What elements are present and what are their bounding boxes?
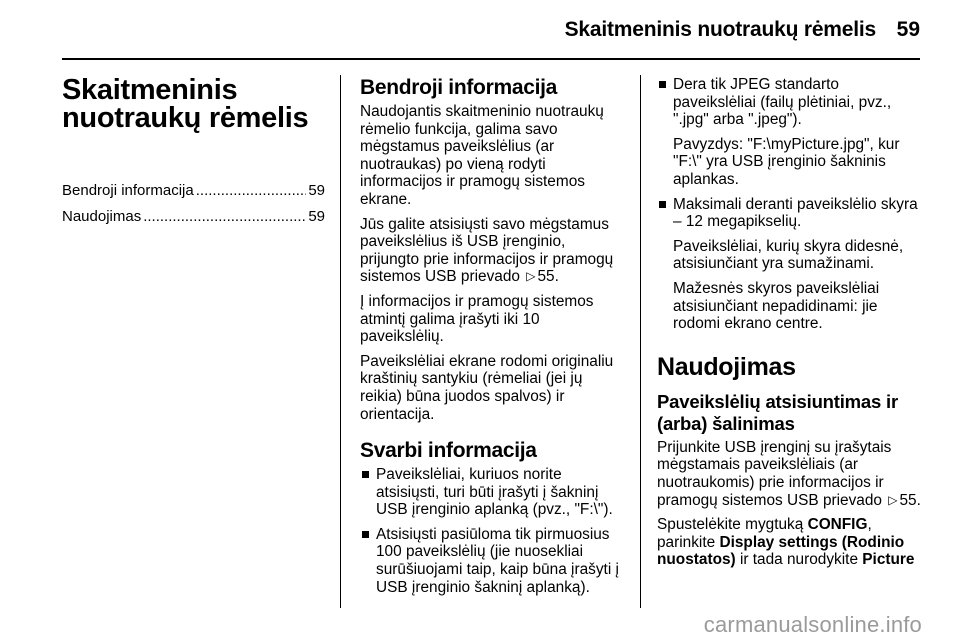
config-keyword: CONFIG — [807, 516, 868, 534]
page-number: 59 — [896, 18, 920, 41]
section-heading-usage: Naudojimas — [657, 352, 796, 381]
section-heading-general: Bendroji informacija — [360, 76, 558, 99]
paragraph-text: Prijunkite USB įrenginį su įrašytais mėgstamais paveikslėliais (ar nuotraukomis) prie informacijos ir pramogų sistemos USB prievado — [657, 438, 892, 509]
toc-item-label: Bendroji informacija — [62, 182, 194, 199]
column-3 — [657, 76, 922, 576]
list-item-text: Atsisiųsti pasiūloma tik pirmuosius 100 paveikslėlių (jie nuosekliai surūšiuojami taip, kaip būna įrašyti į USB įrenginio šakninį aplanką). — [376, 525, 619, 596]
page-reference: 55. — [537, 268, 559, 286]
watermark: carmanualsonline.info — [703, 612, 922, 637]
section-heading-important: Svarbi informacija — [360, 439, 537, 463]
bullet-icon — [362, 471, 369, 478]
paragraph-text: ir tada nurodykite — [735, 551, 859, 569]
chapter-title-line1: Skaitmeninis — [62, 74, 238, 106]
list-item — [657, 196, 922, 231]
column-1 — [62, 76, 325, 233]
page-reference-icon: ▷ — [526, 269, 536, 284]
paragraph-text: , parinkite — [657, 516, 872, 551]
bullet-icon — [659, 201, 666, 208]
bullet-icon — [659, 81, 666, 88]
column-2 — [360, 76, 625, 603]
column-divider-2 — [640, 75, 641, 608]
list-item-text: Maksimali deranti paveikslėlio skyra – 12 megapikselių. — [673, 195, 918, 231]
chapter-title-line2: nuotraukų rėmelis — [62, 102, 309, 134]
list-item-note: Mažesnės skyros paveikslėliai atsisiunčiant nepadidinami: jie rodomi ekrano centre. — [673, 279, 880, 333]
header-title: Skaitmeninis nuotraukų rėmelis — [564, 18, 876, 41]
toc-item[interactable] — [62, 182, 325, 200]
paragraph: Į informacijos ir pramogų sistemos atmintį galima įrašyti iki 10 paveikslėlių. — [360, 292, 594, 346]
table-of-contents — [62, 182, 325, 225]
page-reference: 55. — [899, 491, 921, 509]
list-item — [657, 76, 922, 129]
paragraph — [657, 439, 922, 509]
chapter-title — [62, 76, 325, 132]
list-item-note: Paveikslėliai, kurių skyra didesnė, atsisiunčiant yra sumažinami. — [673, 237, 904, 273]
paragraph: Paveikslėliai ekrane rodomi originaliu kraštinių santykiu (rėmeliai (jei jų reikia) būna juodos spalvos) ir orientacija. — [360, 352, 614, 423]
paragraph: Naudojantis skaitmeninio nuotraukų rėmelio funkcija, galima savo mėgstamus paveikslėlius (ar nuotraukas) po vieną rodyti informacijos ir pramogų sistemos ekrane. — [360, 103, 604, 208]
paragraph-text: Jūs galite atsisiųsti savo mėgstamus paveikslėlius iš USB įrenginio, prijungto prie informacijos ir pramogų sistemos USB prievado — [360, 215, 614, 286]
subsection-heading: Paveikslėlių atsisiuntimas ir (arba) šalinimas — [657, 390, 898, 434]
paragraph-text: Spustelėkite mygtuką — [657, 516, 804, 534]
toc-item-label: Naudojimas — [62, 207, 142, 225]
list-item — [360, 466, 625, 519]
bullet-icon — [362, 531, 369, 538]
header-divider — [62, 58, 920, 60]
paragraph — [657, 516, 922, 569]
paragraph — [360, 216, 625, 286]
picture-keyword: Picture — [862, 551, 915, 569]
toc-leader — [143, 208, 306, 226]
toc-leader — [196, 182, 307, 200]
toc-item-page: 59 — [308, 182, 325, 199]
list-item-text: Paveikslėliai, kuriuos norite atsisiųsti, turi būti įrašyti į šakninį USB įrenginio aplanką (pvz., "F:\"). — [376, 466, 613, 519]
display-settings-keyword: Display settings (Rodinio nuostatos) — [657, 533, 905, 569]
toc-item-page: 59 — [308, 207, 325, 225]
list-item — [360, 526, 625, 596]
column-divider-1 — [340, 75, 341, 608]
page-reference-icon: ▷ — [888, 492, 898, 507]
toc-item[interactable] — [62, 208, 325, 226]
list-item-note: Pavyzdys: "F:\myPicture.jpg", kur "F:\" yra USB įrenginio šakninis aplankas. — [673, 135, 900, 188]
list-item-text: Dera tik JPEG standarto paveikslėliai (failų plėtiniai, pvz., ".jpg" arba ".jpeg"). — [673, 76, 892, 129]
